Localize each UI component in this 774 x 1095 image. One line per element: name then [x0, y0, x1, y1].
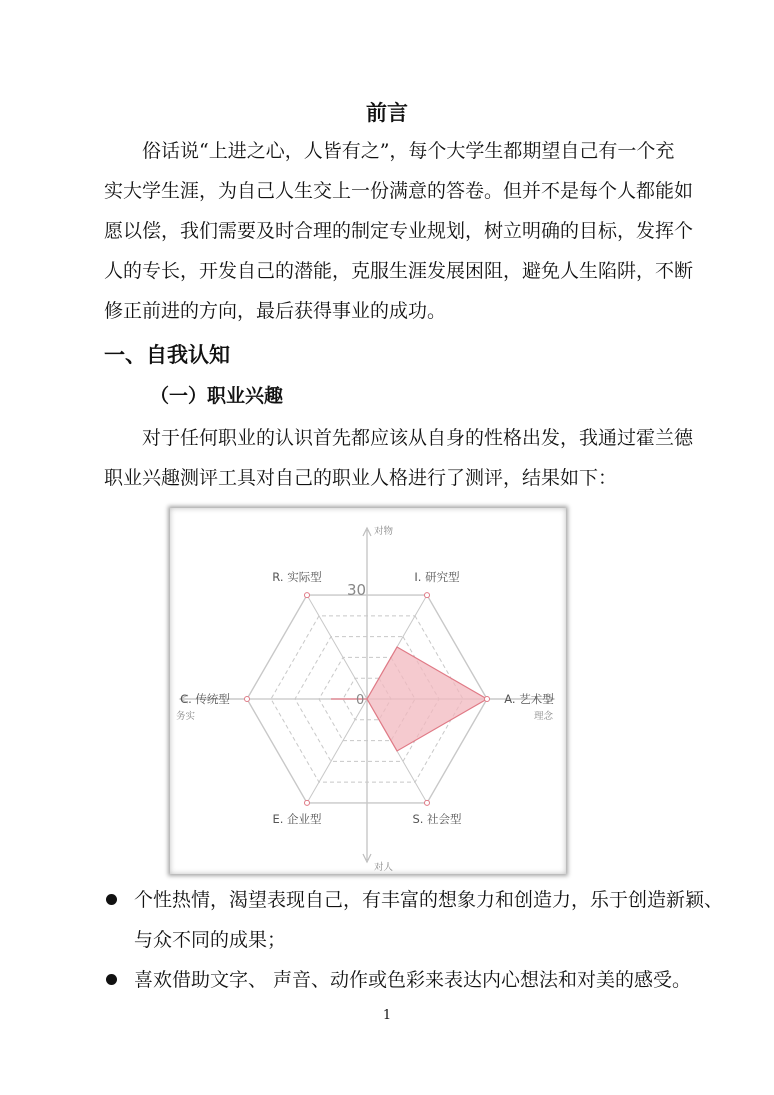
quadrant-label-left: 务实: [176, 711, 196, 722]
bullet-line: 喜欢借助文字、 声音、动作或色彩来表达内心想法和对美的感受。: [134, 969, 692, 991]
vertex-dot: [245, 697, 250, 702]
page-number: 1: [382, 1008, 392, 1023]
vertex-dot: [305, 800, 310, 805]
bullet-dot-icon: [106, 974, 117, 985]
preface-line: 愿以偿，我们需要及时合理的制定专业规划，树立明确的目标，发挥个: [104, 220, 694, 242]
subsection-heading-career-interest: （一）职业兴趣: [150, 385, 284, 407]
data-area: [331, 647, 487, 751]
axis-category-label: I. 研究型: [414, 570, 460, 585]
preface-paragraph: [104, 131, 694, 331]
preface-line: 修正前进的方向，最后获得事业的成功。: [104, 300, 447, 322]
tick-label: 30: [347, 581, 367, 599]
axis-category-label: E. 企业型: [272, 811, 322, 826]
vertex-dot: [305, 593, 310, 598]
preface-line: 实大学生涯，为自己人生交上一份满意的答卷。但并不是每个人都能如: [104, 180, 694, 202]
page-title: 前言: [366, 101, 408, 125]
preface-line: 人的专长，开发自己的潜能，克服生涯发展困阻，避免人生陷阱，不断: [104, 260, 694, 282]
grid-spoke: [307, 595, 367, 699]
quadrant-label-bottom: 对人: [374, 862, 394, 873]
radar-chart-svg: [170, 508, 566, 874]
list-item: [104, 960, 692, 1000]
quadrant-label-right: 理念: [534, 711, 554, 722]
trait-list: [104, 880, 724, 1000]
axis-category-label: C. 传统型: [180, 692, 230, 706]
list-item: [104, 880, 724, 960]
vertex-dot: [425, 593, 430, 598]
axis-category-label: S. 社会型: [412, 811, 462, 826]
interest-line: 职业兴趣测评工具对自己的职业人格进行了测评，结果如下：: [104, 467, 618, 489]
axis-category-label: R. 实际型: [272, 570, 322, 585]
holland-radar-chart: [170, 508, 566, 874]
interest-paragraph: [104, 418, 694, 498]
grid-spoke: [307, 699, 367, 803]
preface-line: 俗话说“上进之心，人皆有之”，每个大学生都期望自己有一个充: [142, 140, 675, 162]
vertex-dot: [425, 800, 430, 805]
tick-label: 0: [356, 693, 365, 708]
bullet-dot-icon: [106, 894, 117, 905]
bullet-line: 与众不同的成果；: [134, 929, 287, 951]
axis-category-label: A. 艺术型: [504, 692, 554, 706]
interest-line: 对于任何职业的认识首先都应该从自身的性格出发，我通过霍兰德: [142, 427, 694, 449]
bullet-line: 个性热情，渴望表现自己，有丰富的想象力和创造力，乐于创造新颖、: [134, 889, 724, 911]
quadrant-label-top: 对物: [374, 526, 394, 537]
section-heading-self-awareness: 一、自我认知: [104, 343, 230, 367]
vertex-dot: [485, 697, 490, 702]
